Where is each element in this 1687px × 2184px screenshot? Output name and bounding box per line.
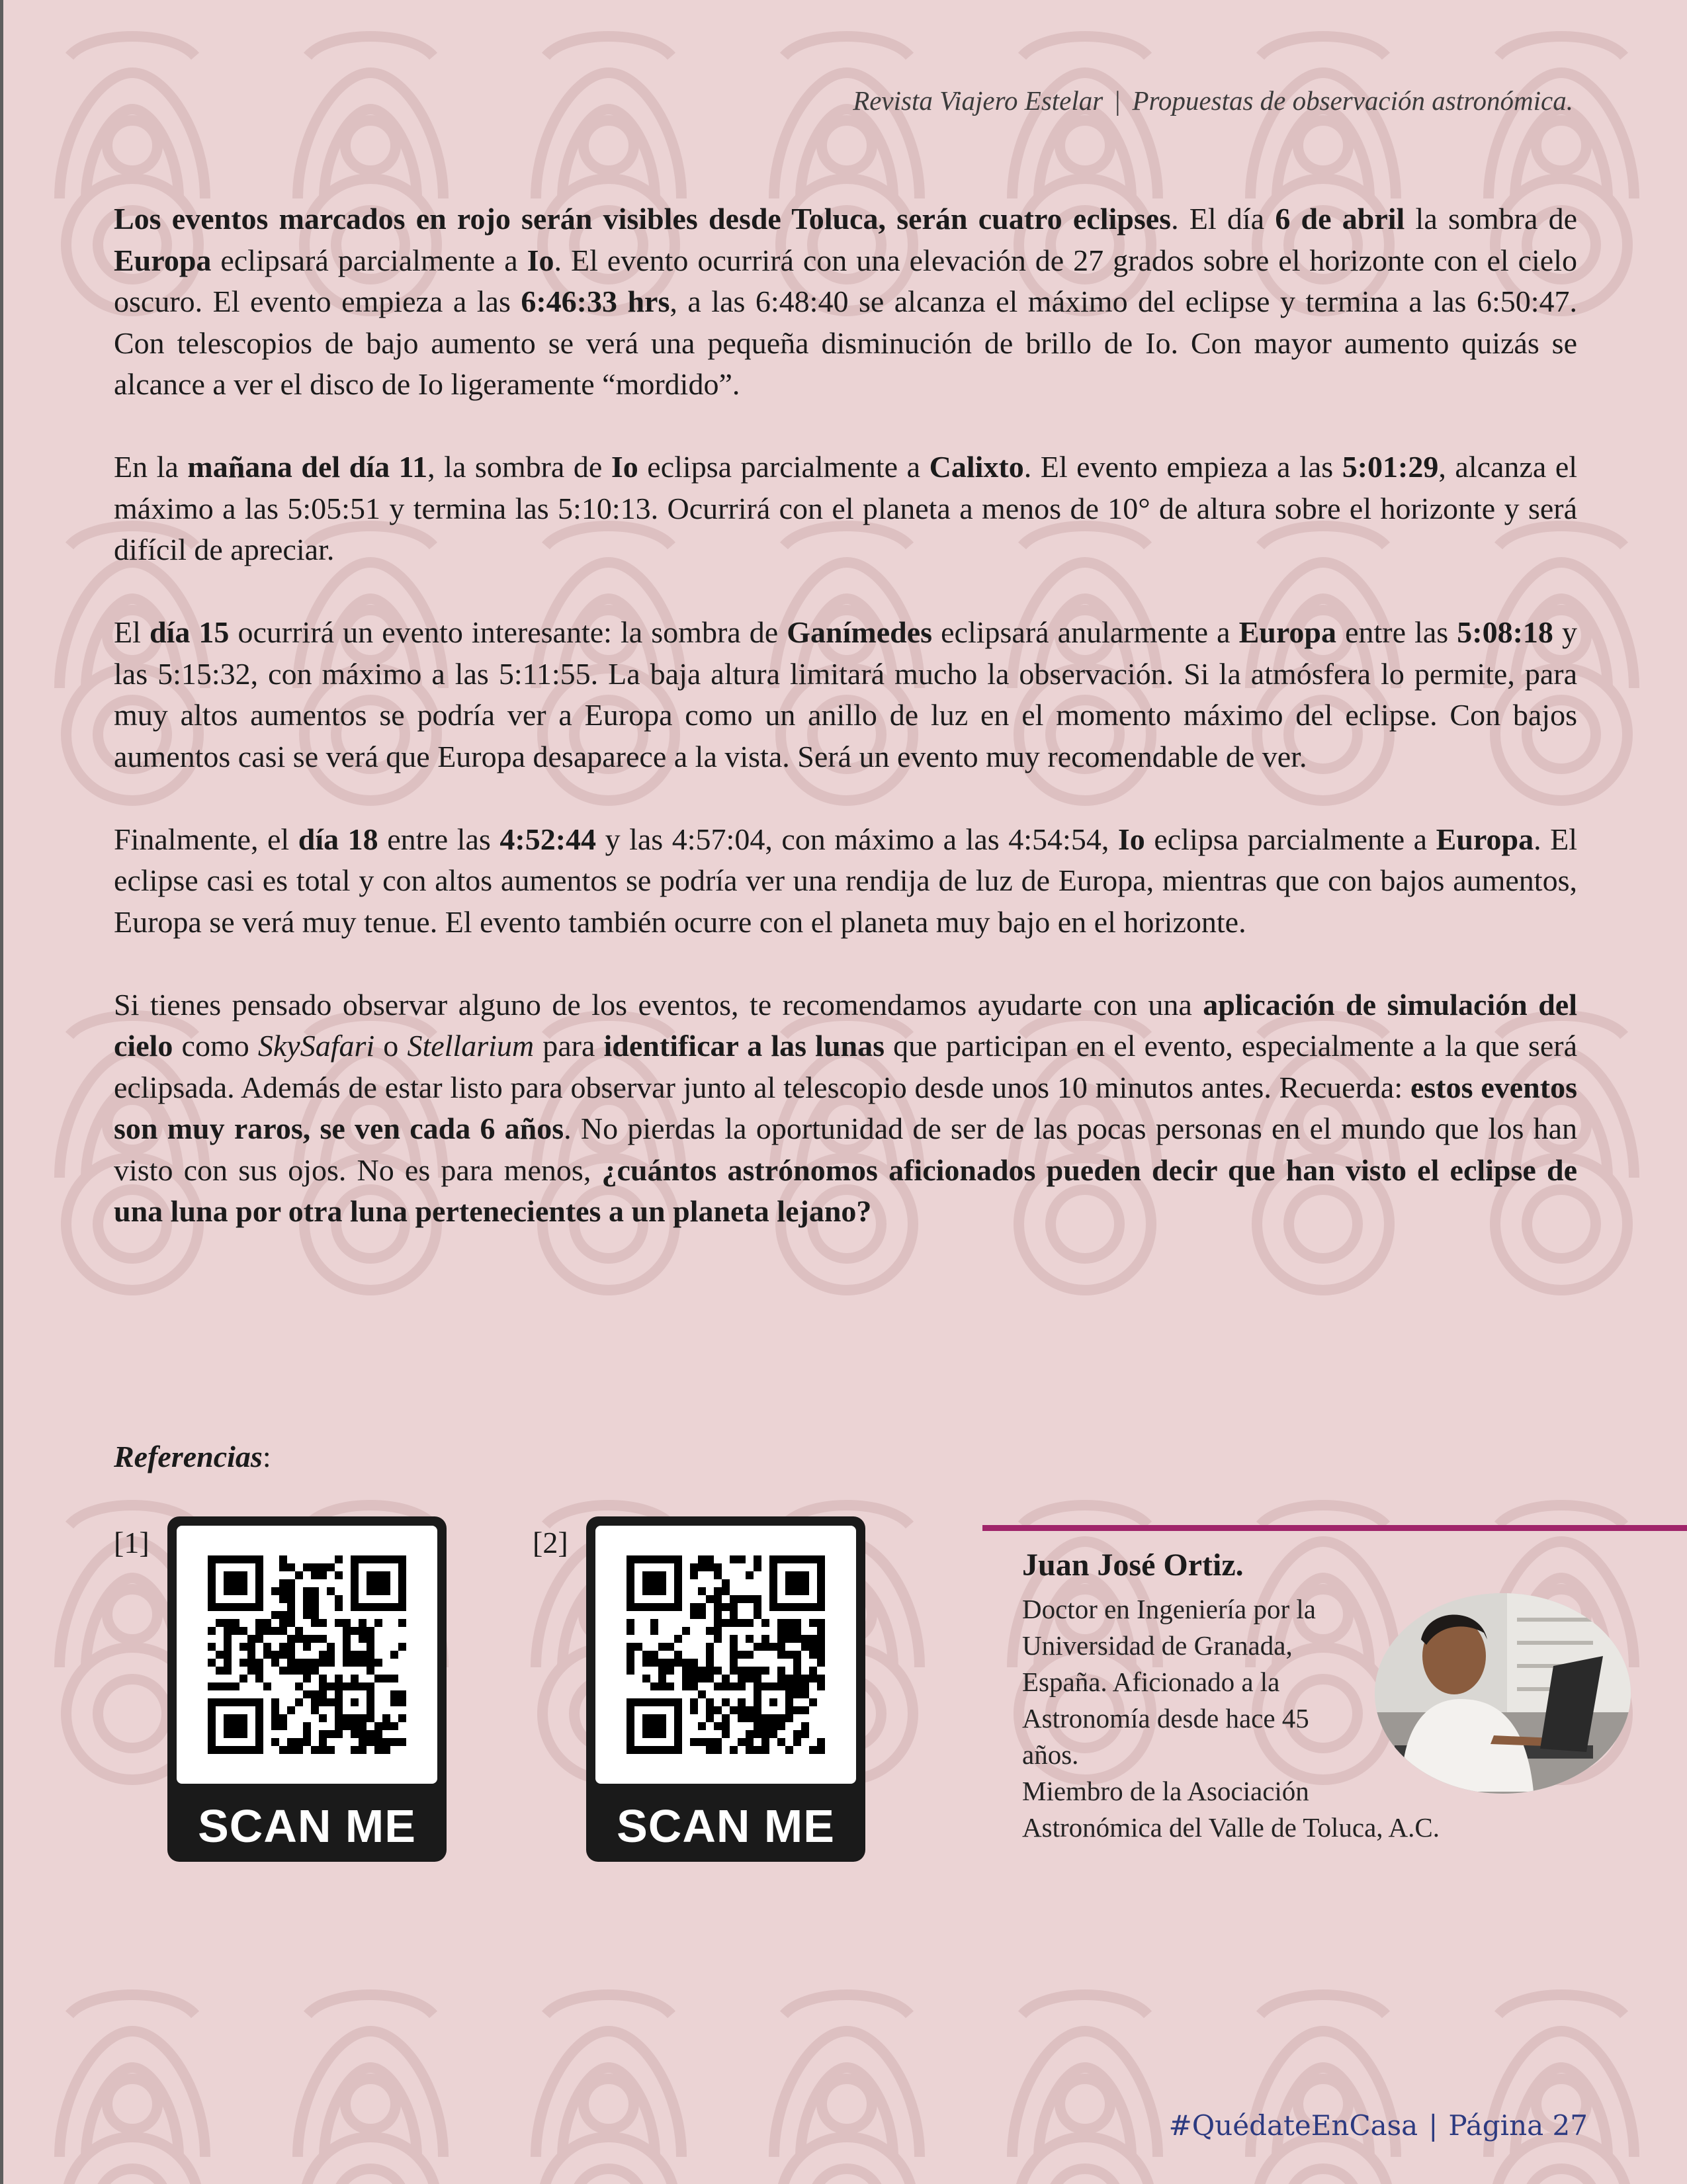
qr-code-1 bbox=[177, 1526, 437, 1784]
text-run: Ganímedes bbox=[787, 615, 933, 649]
footer-separator: | bbox=[1428, 2109, 1438, 2142]
author-bio bbox=[1022, 1591, 1440, 1846]
text-run: día 18 bbox=[298, 822, 378, 856]
running-header bbox=[853, 85, 1573, 116]
qr-code-card-2[interactable] bbox=[586, 1516, 865, 1862]
text-run: Calixto bbox=[929, 450, 1024, 484]
article-body bbox=[114, 198, 1577, 1274]
author-bio-line: Astronomía desde hace 45 bbox=[1022, 1703, 1309, 1733]
text-run: Europa bbox=[114, 243, 212, 277]
text-run: . No pierdas la oportunidad de ser de las pocas personas en el mundo que los han visto con sus ojos. No es para menos, bbox=[114, 1112, 1577, 1187]
text-run: y las 5:15:32, con máximo a las 5:11:55. La baja altura limitará mucho la observación. Si la atmósfera lo permite, para muy altos aumentos se podría ver a Europa como un anillo de luz en el momento máximo del eclipse. Con bajos aumentos casi se verá que Europa desaparece a la vista. Será un evento muy recomendable de ver. bbox=[114, 615, 1577, 773]
text-run: Europa bbox=[1436, 822, 1534, 856]
paragraph-5 bbox=[114, 984, 1577, 1233]
text-run: Io bbox=[611, 450, 638, 484]
text-run: , alcanza el máximo a las 5:05:51 y termina las 5:10:13. Ocurrirá con el planeta a menos de 10° de altura sobre el horizonte y será difícil de apreciar. bbox=[114, 450, 1578, 566]
text-run: eclipsará parcialmente a bbox=[211, 243, 527, 277]
paragraph-2 bbox=[114, 447, 1577, 571]
references-heading: Referencias: bbox=[114, 1440, 271, 1473]
text-run: eclipsa parcialmente a bbox=[1145, 822, 1436, 856]
text-run: 5:01:29 bbox=[1342, 450, 1439, 484]
magazine-title: Revista Viajero Estelar bbox=[853, 85, 1103, 116]
author-bio-line: España. Aficionado a la bbox=[1022, 1667, 1280, 1697]
text-run: para bbox=[534, 1029, 604, 1063]
text-run: mañana del día 11 bbox=[187, 450, 428, 484]
text-run: Io bbox=[1117, 822, 1145, 856]
text-run: entre las bbox=[378, 822, 500, 856]
author-bio-line: Universidad de Granada, bbox=[1022, 1630, 1293, 1661]
reference-number-2: [2] bbox=[533, 1526, 568, 1559]
text-run: que participan en el evento, especialmente a la que será eclipsada. Además de estar listo para observar junto al telescopio desde unos 10 minutos antes. Recuerda: bbox=[114, 1029, 1578, 1104]
text-run: 6:46:33 hrs bbox=[521, 284, 670, 318]
text-run: día 15 bbox=[149, 615, 230, 649]
text-run: Io bbox=[527, 243, 554, 277]
text-run: y las 4:57:04, con máximo a las 4:54:54, bbox=[596, 822, 1118, 856]
text-run: Europa bbox=[1238, 615, 1337, 649]
text-run: Finalmente, el bbox=[114, 822, 298, 856]
text-run: . El eclipse casi es total y con altos aumentos se podría ver una rendija de luz de Europa, mientras que con bajos aumentos, Europa se verá muy tenue. El evento también ocurre con el planeta muy bajo en el horizonte. bbox=[114, 822, 1578, 939]
text-run: , a las 6:48:40 se alcanza el máximo del eclipse y termina a las 6:50:47. Con telescopios de bajo aumento se verá una pequeña disminución de brillo de Io. Con mayor aumento quizás se alcance a ver el disco de Io ligeramente “mordido”. bbox=[114, 284, 1578, 401]
text-run: estos eventos son muy raros, se ven cada 6 años bbox=[114, 1070, 1577, 1145]
text-run: . El día bbox=[1171, 202, 1276, 236]
reference-number-1: [1] bbox=[114, 1526, 150, 1559]
paragraph-3 bbox=[114, 612, 1577, 777]
page-footer bbox=[1169, 2109, 1588, 2142]
qr-code-2 bbox=[595, 1526, 856, 1784]
text-run: . El evento ocurrirá con una elevación de 27 grados sobre el horizonte con el cielo oscuro. El evento empieza a las bbox=[114, 243, 1578, 318]
text-run: como bbox=[173, 1029, 258, 1063]
text-run: , la sombra de bbox=[427, 450, 611, 484]
footer-hashtag: #QuédateEnCasa bbox=[1168, 2109, 1418, 2142]
text-run: . El evento empieza a las bbox=[1023, 450, 1342, 484]
text-run: Stellarium bbox=[407, 1029, 535, 1063]
section-title: Propuestas de observación astronómica. bbox=[1132, 85, 1573, 116]
text-run: Si tienes pensado observar alguno de los eventos, te recomendamos ayudarte con una bbox=[114, 987, 1203, 1022]
text-run: 4:52:44 bbox=[499, 822, 597, 856]
text-run: eclipsará anularmente a bbox=[932, 615, 1239, 649]
text-run: eclipsa parcialmente a bbox=[638, 450, 930, 484]
author-divider bbox=[982, 1525, 1687, 1531]
author-photo bbox=[1375, 1593, 1631, 1794]
author-bio-line: Astronómica del Valle de Toluca, A.C. bbox=[1022, 1812, 1440, 1843]
text-run: entre las bbox=[1336, 615, 1457, 649]
text-run: 5:08:18 bbox=[1457, 615, 1553, 649]
qr-code-card-1[interactable] bbox=[167, 1516, 447, 1862]
text-run: aplicación de simulación del cielo bbox=[114, 987, 1577, 1063]
scan-me-label-2: SCAN ME bbox=[617, 1800, 835, 1852]
author-name: Juan José Ortiz. bbox=[1022, 1548, 1244, 1583]
text-run: ocurrirá un evento interesante: la sombra de bbox=[229, 615, 787, 649]
author-bio-line: Doctor en Ingeniería por la bbox=[1022, 1594, 1316, 1624]
text-run: la sombra de bbox=[1405, 202, 1578, 236]
text-run: Los eventos marcados en rojo serán visibles desde Toluca, serán cuatro eclipses bbox=[114, 202, 1172, 236]
paragraph-4 bbox=[114, 819, 1577, 943]
text-run: En la bbox=[114, 450, 188, 484]
text-run: ¿cuántos astrónomos aficionados pueden decir que han visto el eclipse de una luna por otra luna pertenecientes a un planeta lejano? bbox=[114, 1153, 1578, 1228]
paragraph-1 bbox=[114, 198, 1577, 406]
text-run: o bbox=[374, 1029, 408, 1063]
header-separator: | bbox=[1115, 85, 1121, 116]
text-run: El bbox=[114, 615, 150, 649]
text-run: identificar a las lunas bbox=[603, 1029, 885, 1063]
text-run: 6 de abril bbox=[1275, 202, 1405, 236]
author-bio-line: Miembro de la Asociación bbox=[1022, 1776, 1309, 1806]
text-run: SkySafari bbox=[257, 1029, 375, 1063]
page-number: Página 27 bbox=[1448, 2109, 1588, 2142]
scan-me-label-1: SCAN ME bbox=[198, 1800, 416, 1852]
author-bio-line: años. bbox=[1022, 1739, 1079, 1770]
